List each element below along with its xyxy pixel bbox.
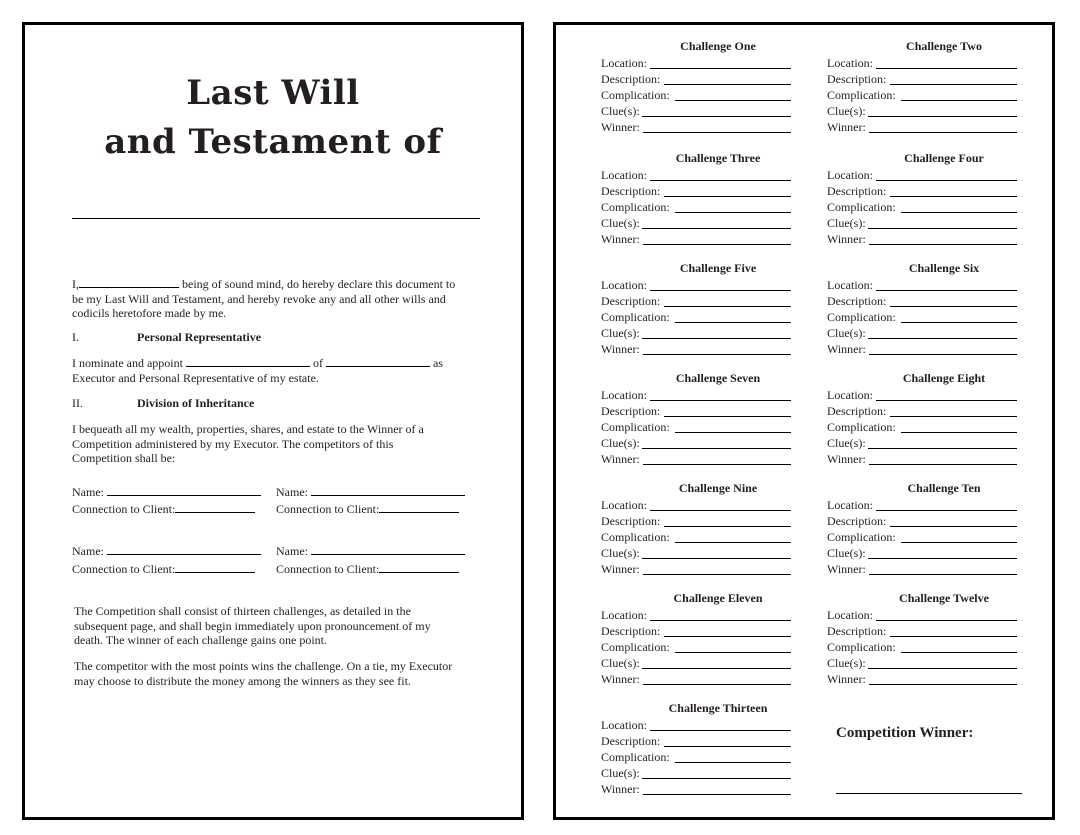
location-label: Location:: [827, 278, 873, 292]
competitor-2-name-field[interactable]: Name:: [276, 485, 465, 499]
challenge-6-location-line[interactable]: [876, 278, 1017, 291]
challenge-2-location-line[interactable]: [876, 56, 1017, 69]
clues-label: Clue(s):: [601, 104, 640, 118]
competitor-1-connection-field[interactable]: Connection to Client:: [72, 502, 255, 516]
description-label: Description:: [601, 734, 661, 748]
description-label: Description:: [827, 184, 887, 198]
challenge-12-complication-line[interactable]: [901, 640, 1017, 653]
challenge-3-description-line[interactable]: [664, 184, 791, 197]
clues-label: Clue(s):: [827, 104, 866, 118]
winner-label: Winner:: [601, 452, 640, 466]
challenge-12-clues-line[interactable]: [868, 656, 1017, 669]
complication-label: Complication:: [827, 420, 896, 434]
challenge-8-location-line[interactable]: [876, 388, 1017, 401]
challenge-13-location-field[interactable]: [601, 718, 835, 733]
challenge-9-winner-line[interactable]: [643, 562, 791, 575]
complication-label: Complication:: [827, 88, 896, 102]
challenge-8-heading: Challenge Eight: [902, 371, 986, 385]
declarant-name-blank[interactable]: [79, 277, 179, 288]
challenge-13-winner-field[interactable]: [601, 782, 835, 797]
challenge-3-winner-field[interactable]: [601, 232, 835, 247]
competitor-3-connection-field[interactable]: Connection to Client:: [72, 562, 255, 576]
challenge-3-winner-line[interactable]: [643, 232, 791, 245]
complication-label: Complication:: [827, 310, 896, 324]
competitor-2-connection-field[interactable]: Connection to Client:: [276, 502, 459, 516]
challenge-1-description-line[interactable]: [664, 72, 791, 85]
challenge-11-winner-field[interactable]: [601, 672, 835, 687]
challenge-7-complication-line[interactable]: [675, 420, 791, 433]
challenge-5-complication-field[interactable]: [601, 310, 835, 325]
challenge-13-heading: Challenge Thirteen: [668, 701, 768, 715]
challenge-7-clues-field[interactable]: [601, 436, 835, 451]
location-label: Location:: [601, 56, 647, 70]
challenge-3-location-field[interactable]: [601, 168, 835, 183]
winner-label: Winner:: [827, 342, 866, 356]
challenge-10-winner-field[interactable]: [827, 562, 1061, 577]
challenge-9-clues-field[interactable]: [601, 546, 835, 561]
clues-label: Clue(s):: [601, 216, 640, 230]
challenge-7-winner-line[interactable]: [643, 452, 791, 465]
challenge-8-winner-line[interactable]: [869, 452, 1017, 465]
description-label: Description:: [827, 404, 887, 418]
challenge-7-description-line[interactable]: [664, 404, 791, 417]
location-label: Location:: [827, 608, 873, 622]
winner-label: Winner:: [601, 342, 640, 356]
challenge-1-winner-line[interactable]: [643, 120, 791, 133]
location-label: Location:: [601, 388, 647, 402]
section-heading-personal-representative: I. Personal Representative: [72, 330, 262, 344]
challenge-9-location-field[interactable]: [601, 498, 835, 513]
challenge-8-clues-line[interactable]: [868, 436, 1017, 449]
winner-label: Winner:: [601, 232, 640, 246]
challenge-3-heading: Challenge Three: [675, 151, 761, 165]
winner-label: Winner:: [827, 672, 866, 686]
challenge-2-complication-line[interactable]: [901, 88, 1017, 101]
challenge-8-clues-field[interactable]: [827, 436, 1061, 451]
complication-label: Complication:: [827, 530, 896, 544]
challenge-6-winner-line[interactable]: [869, 342, 1017, 355]
challenge-1-heading: Challenge One: [680, 39, 756, 53]
winner-label: Winner:: [827, 120, 866, 134]
challenge-6-description-line[interactable]: [890, 294, 1017, 307]
challenge-10-clues-line[interactable]: [868, 546, 1017, 559]
challenge-1-winner-field[interactable]: [601, 120, 835, 135]
challenge-3-clues-line[interactable]: [642, 216, 791, 229]
location-label: Location:: [827, 56, 873, 70]
challenge-4-location-line[interactable]: [876, 168, 1017, 181]
clues-label: Clue(s):: [601, 546, 640, 560]
clues-label: Clue(s):: [601, 436, 640, 450]
challenge-11-description-line[interactable]: [664, 624, 791, 637]
challenge-10-winner-line[interactable]: [869, 562, 1017, 575]
description-label: Description:: [827, 514, 887, 528]
bequeath-paragraph: I bequeath all my wealth, properties, shares, and estate to the Winner of a Competition administered by my Executor. The competitors of this Competition shall be:: [72, 422, 424, 465]
challenge-2-description-field[interactable]: [827, 72, 1061, 87]
complication-label: Complication:: [601, 200, 670, 214]
challenge-10-location-field[interactable]: [827, 498, 1061, 513]
challenge-13-complication-field[interactable]: [601, 750, 835, 765]
document-title-line1: Last Will: [186, 73, 360, 113]
challenge-6-clues-line[interactable]: [868, 326, 1017, 339]
challenge-4-complication-field[interactable]: [827, 200, 1061, 215]
challenge-13-complication-line[interactable]: [675, 750, 791, 763]
complication-label: Complication:: [601, 420, 670, 434]
challenge-4-complication-line[interactable]: [901, 200, 1017, 213]
winner-label: Winner:: [827, 232, 866, 246]
challenge-5-description-line[interactable]: [664, 294, 791, 307]
challenge-8-location-field[interactable]: [827, 388, 1061, 403]
challenge-10-complication-line[interactable]: [901, 530, 1017, 543]
complication-label: Complication:: [601, 530, 670, 544]
winner-label: Winner:: [827, 452, 866, 466]
complication-label: Complication:: [601, 88, 670, 102]
competitor-1-connection-line[interactable]: [175, 503, 255, 513]
challenge-10-complication-field[interactable]: [827, 530, 1061, 545]
challenge-3-description-field[interactable]: [601, 184, 835, 199]
challenge-6-clues-field[interactable]: [827, 326, 1061, 341]
challenge-5-clues-line[interactable]: [642, 326, 791, 339]
challenge-1-location-line[interactable]: [650, 56, 791, 69]
challenge-13-location-line[interactable]: [650, 718, 791, 731]
winner-label: Winner:: [601, 782, 640, 796]
challenge-9-heading: Challenge Nine: [678, 481, 758, 495]
section-heading-division-of-inheritance: II. Division of Inheritance: [72, 396, 255, 410]
complication-label: Complication:: [601, 310, 670, 324]
description-label: Description:: [827, 624, 887, 638]
challenge-7-location-field[interactable]: [601, 388, 835, 403]
challenge-2-clues-line[interactable]: [868, 104, 1017, 117]
challenge-2-complication-field[interactable]: [827, 88, 1061, 103]
challenge-4-clues-field[interactable]: [827, 216, 1061, 231]
winner-label: Winner:: [827, 562, 866, 576]
competitor-4-name-field[interactable]: Name:: [276, 544, 465, 558]
challenge-11-clues-field[interactable]: [601, 656, 835, 671]
complication-label: Complication:: [827, 640, 896, 654]
challenge-5-winner-line[interactable]: [643, 342, 791, 355]
location-label: Location:: [601, 278, 647, 292]
challenge-1-clues-field[interactable]: [601, 104, 835, 119]
description-label: Description:: [601, 514, 661, 528]
challenge-12-heading: Challenge Twelve: [899, 591, 989, 605]
challenge-2-winner-line[interactable]: [869, 120, 1017, 133]
challenge-13-description-field[interactable]: [601, 734, 835, 749]
will-page: [22, 22, 524, 820]
challenge-4-winner-field[interactable]: [827, 232, 1061, 247]
challenge-5-description-field[interactable]: [601, 294, 835, 309]
winner-label: Winner:: [601, 562, 640, 576]
challenge-7-heading: Challenge Seven: [675, 371, 761, 385]
challenge-11-location-line[interactable]: [650, 608, 791, 621]
challenge-13-description-line[interactable]: [664, 734, 791, 747]
challenge-1-location-field[interactable]: [601, 56, 835, 71]
challenge-12-complication-field[interactable]: [827, 640, 1061, 655]
challenge-9-complication-field[interactable]: [601, 530, 835, 545]
competitor-3-name-field[interactable]: Name:: [72, 544, 261, 558]
challenge-12-winner-field[interactable]: [827, 672, 1061, 687]
challenge-5-clues-field[interactable]: [601, 326, 835, 341]
challenge-7-clues-line[interactable]: [642, 436, 791, 449]
challenge-11-winner-line[interactable]: [643, 672, 791, 685]
description-label: Description:: [601, 624, 661, 638]
challenge-5-complication-line[interactable]: [675, 310, 791, 323]
challenge-7-location-line[interactable]: [650, 388, 791, 401]
competitor-1-name-field[interactable]: Name:: [72, 485, 261, 499]
competitor-2-connection-line[interactable]: [379, 503, 459, 513]
location-label: Location:: [601, 168, 647, 182]
challenge-12-clues-field[interactable]: [827, 656, 1061, 671]
challenge-12-location-line[interactable]: [876, 608, 1017, 621]
location-label: Location:: [827, 168, 873, 182]
challenge-6-complication-field[interactable]: [827, 310, 1061, 325]
challenge-4-description-field[interactable]: [827, 184, 1061, 199]
challenge-3-clues-field[interactable]: [601, 216, 835, 231]
competition-winner-label: Competition Winner:: [836, 725, 974, 741]
clues-label: Clue(s):: [827, 216, 866, 230]
declaration-paragraph: I, being of sound mind, do hereby declare this document to be my Last Will and Testament, and hereby revoke any and all other wills and codicils heretofore made by me.: [72, 277, 456, 320]
challenge-2-location-field[interactable]: [827, 56, 1061, 71]
challenge-1-clues-line[interactable]: [642, 104, 791, 117]
challenge-8-winner-field[interactable]: [827, 452, 1061, 467]
clues-label: Clue(s):: [827, 546, 866, 560]
competitor-4-connection-line[interactable]: [379, 563, 459, 573]
competitor-1-name-line[interactable]: [107, 486, 261, 496]
competitor-3-name-line[interactable]: [107, 545, 261, 555]
complication-label: Complication:: [601, 640, 670, 654]
challenge-11-description-field[interactable]: [601, 624, 835, 639]
challenge-10-location-line[interactable]: [876, 498, 1017, 511]
challenge-2-description-line[interactable]: [890, 72, 1017, 85]
clues-label: Clue(s):: [601, 766, 640, 780]
challenge-12-location-field[interactable]: [827, 608, 1061, 623]
challenge-7-complication-field[interactable]: [601, 420, 835, 435]
challenge-7-winner-field[interactable]: [601, 452, 835, 467]
challenges-page: [553, 22, 1055, 820]
challenge-7-description-field[interactable]: [601, 404, 835, 419]
winner-label: Winner:: [601, 120, 640, 134]
competition-paragraph: The Competition shall consist of thirteen challenges, as detailed in the subsequent page, and shall begin immediately upon pronouncement of my death. The winner of each challenge gains one point.: [74, 604, 431, 647]
challenge-12-winner-line[interactable]: [869, 672, 1017, 685]
description-label: Description:: [601, 184, 661, 198]
challenge-6-description-field[interactable]: [827, 294, 1061, 309]
challenge-10-description-line[interactable]: [890, 514, 1017, 527]
winner-label: Winner:: [601, 672, 640, 686]
clues-label: Clue(s):: [601, 656, 640, 670]
tie-paragraph: The competitor with the most points wins the challenge. On a tie, my Executor may choose to distribute the money among the winners as they see fit.: [74, 659, 453, 688]
challenge-1-complication-field[interactable]: [601, 88, 835, 103]
challenge-11-complication-line[interactable]: [675, 640, 791, 653]
competitor-3-connection-line[interactable]: [175, 563, 255, 573]
challenge-9-winner-field[interactable]: [601, 562, 835, 577]
challenge-5-location-field[interactable]: [601, 278, 835, 293]
challenge-11-clues-line[interactable]: [642, 656, 791, 669]
description-label: Description:: [601, 72, 661, 86]
challenge-12-description-line[interactable]: [890, 624, 1017, 637]
challenge-11-complication-field[interactable]: [601, 640, 835, 655]
challenge-10-heading: Challenge Ten: [907, 481, 981, 495]
clues-label: Clue(s):: [827, 326, 866, 340]
description-label: Description:: [601, 294, 661, 308]
competitor-2-name-line[interactable]: [311, 486, 465, 496]
challenge-3-complication-field[interactable]: [601, 200, 835, 215]
challenge-5-winner-field[interactable]: [601, 342, 835, 357]
challenge-10-description-field[interactable]: [827, 514, 1061, 529]
challenge-6-heading: Challenge Six: [908, 261, 980, 275]
description-label: Description:: [827, 72, 887, 86]
challenge-6-complication-line[interactable]: [901, 310, 1017, 323]
challenge-2-winner-field[interactable]: [827, 120, 1061, 135]
competitor-4-connection-field[interactable]: Connection to Client:: [276, 562, 459, 576]
challenge-5-location-line[interactable]: [650, 278, 791, 291]
challenge-3-complication-line[interactable]: [675, 200, 791, 213]
challenge-6-location-field[interactable]: [827, 278, 1061, 293]
complication-label: Complication:: [827, 200, 896, 214]
challenge-12-description-field[interactable]: [827, 624, 1061, 639]
complication-label: Complication:: [601, 750, 670, 764]
challenge-4-clues-line[interactable]: [868, 216, 1017, 229]
location-label: Location:: [827, 388, 873, 402]
challenge-8-description-field[interactable]: [827, 404, 1061, 419]
location-label: Location:: [601, 608, 647, 622]
challenge-8-complication-line[interactable]: [901, 420, 1017, 433]
challenge-9-location-line[interactable]: [650, 498, 791, 511]
nominate-paragraph: I nominate and appoint of as Executor and Personal Representative of my estate.: [72, 356, 443, 385]
competition-winner-line[interactable]: [836, 793, 1022, 794]
challenge-2-clues-field[interactable]: [827, 104, 1061, 119]
challenge-13-winner-line[interactable]: [643, 782, 791, 795]
challenge-6-winner-field[interactable]: [827, 342, 1061, 357]
location-label: Location:: [601, 498, 647, 512]
challenge-11-heading: Challenge Eleven: [673, 591, 763, 605]
challenge-1-description-field[interactable]: [601, 72, 835, 87]
challenge-2-heading: Challenge Two: [906, 39, 982, 53]
challenge-4-heading: Challenge Four: [904, 151, 984, 165]
challenge-1-complication-line[interactable]: [675, 88, 791, 101]
executor-name-blank[interactable]: [186, 356, 310, 367]
challenge-4-description-line[interactable]: [890, 184, 1017, 197]
clues-label: Clue(s):: [601, 326, 640, 340]
testator-name-line[interactable]: [72, 218, 480, 219]
challenge-9-description-field[interactable]: [601, 514, 835, 529]
document-title-line2: and Testament of: [104, 122, 442, 162]
challenge-9-description-line[interactable]: [664, 514, 791, 527]
challenge-3-location-line[interactable]: [650, 168, 791, 181]
description-label: Description:: [827, 294, 887, 308]
challenge-13-clues-field[interactable]: [601, 766, 835, 781]
challenge-4-location-field[interactable]: [827, 168, 1061, 183]
challenge-13-clues-line[interactable]: [642, 766, 791, 779]
challenge-5-heading: Challenge Five: [679, 261, 757, 275]
executor-location-blank[interactable]: [326, 356, 430, 367]
clues-label: Clue(s):: [827, 436, 866, 450]
description-label: Description:: [601, 404, 661, 418]
challenge-8-description-line[interactable]: [890, 404, 1017, 417]
challenge-11-location-field[interactable]: [601, 608, 835, 623]
location-label: Location:: [601, 718, 647, 732]
challenge-9-clues-line[interactable]: [642, 546, 791, 559]
challenge-9-complication-line[interactable]: [675, 530, 791, 543]
challenge-10-clues-field[interactable]: [827, 546, 1061, 561]
challenge-4-winner-line[interactable]: [869, 232, 1017, 245]
challenge-8-complication-field[interactable]: [827, 420, 1061, 435]
clues-label: Clue(s):: [827, 656, 866, 670]
location-label: Location:: [827, 498, 873, 512]
competitor-4-name-line[interactable]: [311, 545, 465, 555]
